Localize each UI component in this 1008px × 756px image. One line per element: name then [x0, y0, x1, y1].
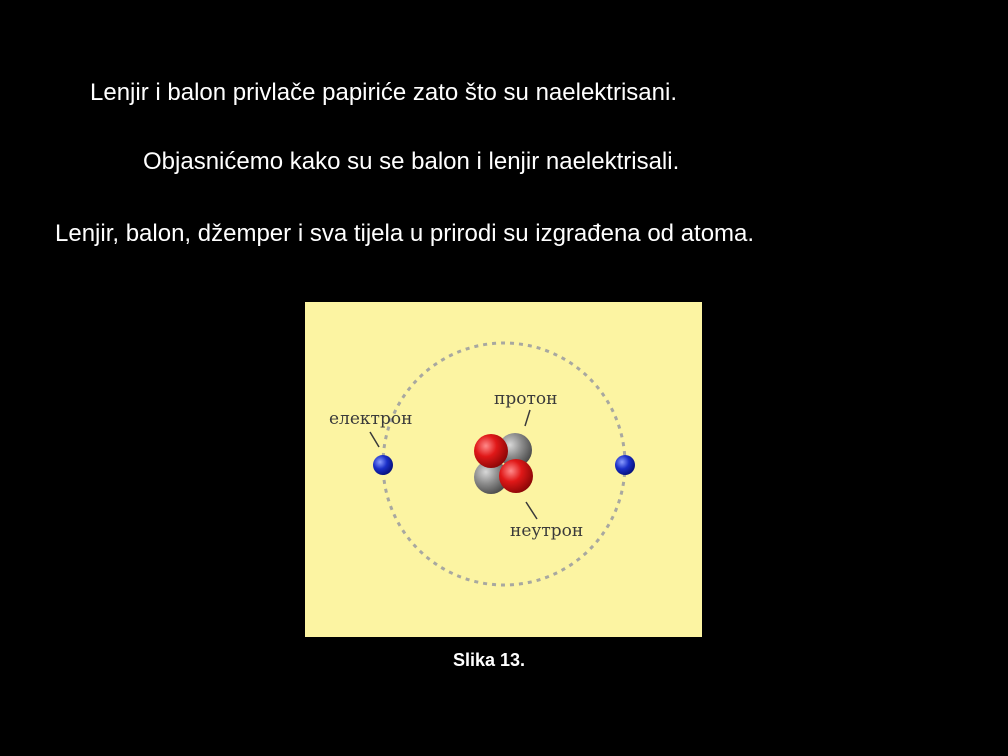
proton-pointer: [525, 410, 530, 426]
figure-caption: Slika 13.: [453, 650, 526, 670]
electron-sphere: [615, 455, 635, 475]
text-line-1: Lenjir i balon privlače papiriće zato što su naelektrisani.: [90, 79, 677, 106]
electron-label: електрон: [329, 409, 413, 429]
text-line-3: Lenjir, balon, džemper i sva tijela u prirodi su izgrađena od atoma.: [55, 220, 755, 247]
proton-sphere: [474, 434, 508, 468]
atom-figure: [305, 302, 702, 637]
proton-sphere: [499, 459, 533, 493]
electron-pointer: [370, 432, 379, 447]
text-line-2: Objasnićemo kako su se balon i lenjir naelektrisali.: [143, 148, 680, 175]
proton-label: протон: [494, 389, 558, 409]
neutron-pointer: [526, 502, 537, 519]
neutron-label: неутрон: [510, 521, 584, 541]
atom-diagram: [305, 302, 702, 637]
electron-sphere: [373, 455, 393, 475]
